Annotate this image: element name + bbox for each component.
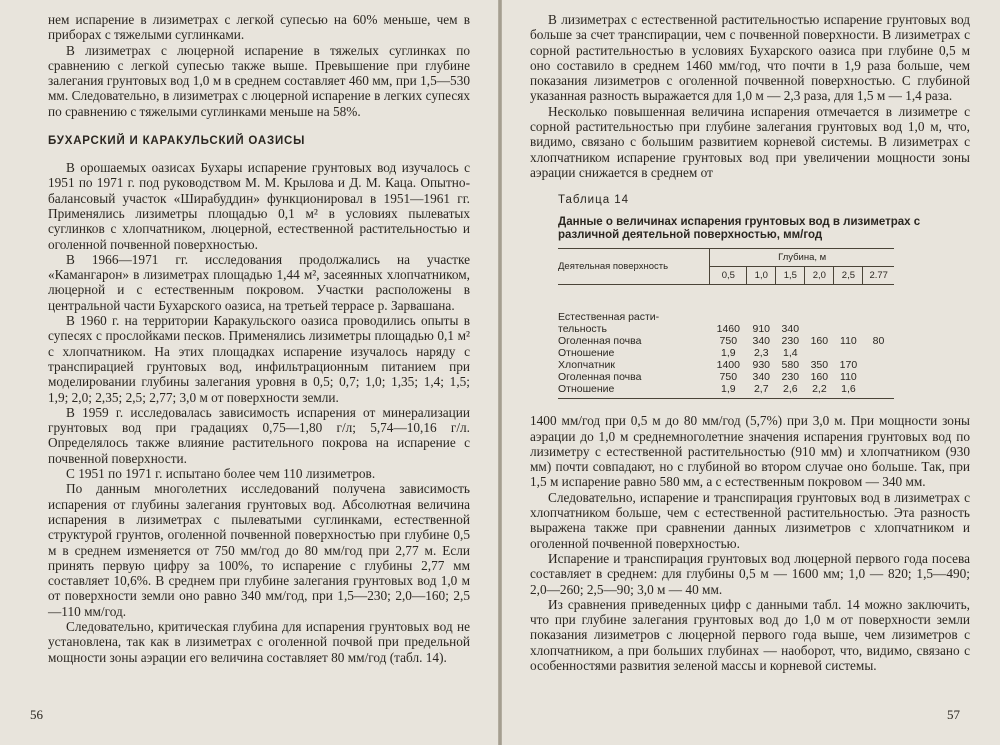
table-depth-header: 0,5 (710, 267, 747, 285)
table-cell (834, 323, 863, 335)
table-cell (834, 347, 863, 359)
table-row-label: Отношение (558, 383, 710, 399)
table-row-label: Оголенная почва (558, 335, 642, 348)
table-row-label: Отношение (558, 347, 615, 360)
table-cell: 750 (719, 335, 738, 348)
table-cell: 340 (752, 371, 771, 384)
table-row-label: Хлопчатник (558, 359, 615, 372)
paragraph: Следовательно, испарение и транспирация грунтовых вод в лизиметрах с хлопчатником больше, чем с естественной растительностью. Эта разность выражена также при сравнении данных лизиметров с хлопчатником и оголенной почвенной поверхностью. (530, 489, 970, 551)
table-cell (805, 285, 834, 324)
paragraph: В лизиметрах с естественной растительностью испарение грунтовых вод больше за счет транспирации, чем с почвенной поверхности. В лизиметрах с сорной растительностью в условиях Бухарского оазиса при глубине 0,5 м оно составило в среднем 1460 мм/год, что почти в 1,9 раза больше, чем показания лизиметров с оголенной почвенной поверхностью. С глубиной указанная разность выражается для 1,0 м — 2,3 раза, для 1,5 м — 1,4 раза. (530, 12, 970, 104)
page-number: 56 (30, 707, 43, 722)
table-cell: 1400 (716, 359, 740, 372)
table-depth-header: 2,0 (805, 267, 834, 285)
left-page (0, 0, 498, 745)
table-body (558, 285, 894, 399)
evaporation-table (558, 248, 894, 399)
table-cell (863, 285, 894, 324)
table-depth-header: 1,5 (776, 267, 805, 285)
paragraph: С 1951 по 1971 г. испытано более чем 110 лизиметров. (66, 466, 376, 482)
table-row-label: Оголенная почва (558, 371, 642, 384)
table-cell (776, 285, 805, 324)
paragraph: Испарение и транспирация грунтовых вод люцерной первого года посева составляет в среднем: для глубины 0,5 м — 1600 мм; 1,0 — 820; 1,5—490; 2,0—260; 2,5—90; 3,0 м — 40 мм. (530, 550, 970, 597)
table-cell (710, 285, 747, 324)
paragraph: Несколько повышенная величина испарения отмечается в лизиметре с сорной растительностью при глубине залегания грунтовых вод 1,0 м, что, видимо, связано с большим развитием корневой системы. В лизиметрах с хлопчатником испарение грунтовых вод при увеличении мощности зоны аэрации снижается в среднем от (530, 103, 970, 180)
table-cell (805, 347, 834, 359)
table-cell: 1,4 (783, 347, 798, 360)
table-depth-header: 2.77 (863, 267, 894, 285)
table-row (558, 335, 894, 347)
right-page (502, 0, 1000, 745)
table-cell: 340 (781, 323, 800, 336)
table-row (558, 383, 894, 399)
table-cell: 2,6 (776, 383, 805, 399)
table-cell: 350 (810, 359, 829, 372)
table-cell: 930 (752, 359, 771, 372)
paragraph: В лизиметрах с люцерной испарение в тяжелых суглинках по сравнению с легкой супесью также выше. Превышение при глубине залегания грунтовых вод 1,0 м в среднем составляет 460 мм, при 1,5—530 мм. Следовательно, в лизиметрах с люцерной испарение в легких супесях по сравнению с тяжелыми суглинками меньше на 58%. (48, 42, 470, 119)
table-row-label: Естественная расти- (558, 311, 660, 324)
table-cell: 2,7 (747, 383, 776, 399)
table-cell: 170 (839, 359, 858, 372)
table-cell (863, 371, 894, 383)
table-cell: 340 (752, 335, 771, 348)
paragraph: В орошаемых оазисах Бухары испарение грунтовых вод изучалось с 1951 по 1971 г. под руководством М. М. Крылова и Д. М. Каца. Опытно-балансовый участок «Ширабуддин» функционировал в 1951—1961 гг. Применялись лизиметры площадью 0,1 м² в условиях пылеватых суглинков с хлопчатником, люцерной, естественной растительностью и оголенной почвенной поверхностью. (48, 160, 470, 252)
table-row-label: тельность (558, 323, 607, 336)
table-row (558, 347, 894, 359)
table-cell: 910 (752, 323, 771, 336)
table-row (558, 285, 894, 324)
table-header-surface: Деятельная поверхность (558, 249, 710, 285)
table-cell (863, 323, 894, 335)
table-depth-header: 2,5 (834, 267, 863, 285)
paragraph: 1400 мм/год при 0,5 м до 80 мм/год (5,7%) при 3,0 м. При мощности зоны аэрации до 1,0 м среднемноголетние значения испарения грунтовых вод по лизиметру с естественной растительностью (910 мм) и хлопчатником (930 мм) почти совпадают, но с глубиной во втором случае оно больше. Так, при 1,5 м испарение равно 580 мм, а с естественным покровом — 340 мм. (530, 413, 970, 490)
paragraph: нем испарение в лизиметрах с легкой супесью на 60% меньше, чем в приборах с тяжелыми суглинками. (48, 12, 470, 43)
table-cell (863, 359, 894, 371)
table-title: Данные о величинах испарения грунтовых вод в лизиметрах с различной деятельной поверхностью, мм/год (558, 216, 921, 242)
table-cell: 1,6 (834, 383, 863, 399)
table-cell: 160 (810, 335, 829, 348)
table-header-depth: Глубина, м (710, 249, 894, 267)
table-cell (805, 323, 834, 335)
table-row (558, 359, 894, 371)
table-row (558, 323, 894, 335)
paragraph: Из сравнения приведенных цифр с данными табл. 14 можно заключить, что при глубине залегания грунтовых вод до 1,0 м от поверхности земли показания лизиметров с люцерной первого года выше, чем лизиметров с хлопчатником, а при больших глубинах — наоборот, что, видимо, связано с особенностями развития зеленой массы и корневой системы. (530, 596, 970, 674)
section-heading: БУХАРСКИЙ И КАРАКУЛЬСКИЙ ОАЗИСЫ (48, 135, 306, 148)
table-row (558, 371, 894, 383)
paragraph: В 1959 г. исследовалась зависимость испарения от минерализации грунтовых вод при градациях 0,75—1,80 г/л; 5,74—10,16 г/л. Определялось также влияние растительного покрова на испарение с почвенной поверхности. (48, 404, 470, 466)
paragraph: По данным многолетних исследований получена зависимость испарения от глубины залегания грунтовых вод. Абсолютная величина испарения в лизиметрах с пылеватыми суглинками, естественной структурой грунтов, оголенной почвенной поверхностью при глубине 0,5 м в среднем изменяется от 750 мм/год до 80 мм/год при 2,77 м. Если принять первую цифру за 100%, то испарение с глубины 2,77 мм составляет 10,6%. В среднем при глубине залегания грунтовых вод 1,0 м от поверхности земли оно равно 340 мм/год, при 1,5—230; 2,0—160; 2,5—110 мм/год. (48, 481, 470, 619)
table-cell: 1,9 (720, 347, 736, 360)
table-cell (863, 383, 894, 399)
table-caption: Таблица 14 (558, 194, 630, 207)
table-cell: 110 (840, 371, 857, 384)
table-cell: 2,2 (805, 383, 834, 399)
table-cell: 1,9 (710, 383, 747, 399)
table-cell: 80 (872, 335, 885, 348)
table-cell (747, 285, 776, 324)
table-cell: 750 (719, 371, 738, 384)
table-cell (863, 347, 894, 359)
table-depth-header: 1,0 (747, 267, 776, 285)
table-cell: 110 (840, 335, 857, 348)
table-cell: 1460 (716, 323, 740, 336)
paragraph: В 1966—1971 гг. исследования продолжались на участке «Камангарон» в лизиметрах площадью 1,44 м², засеянных хлопчатником, люцерной и с естественным покровом. Участки расположены в центральной части Бухарского оазиса, на третьей террасе р. Зарвашана. (48, 251, 470, 313)
paragraph: Следовательно, критическая глубина для испарения грунтовых вод не установлена, так как в лизиметрах с оголенной почвой при предельной мощности зоны аэрации его величина составляет 80 мм/год (табл. 14). (48, 618, 470, 665)
paragraph: В 1960 г. на территории Каракульского оазиса проводились опыты в супесях с прослойками песков. Применялись лизиметры площадью 0,1 м² с хлопчатником. На этих площадках испарение изучалось наряду с транспирацией грунтовых вод, инфильтрационным питанием при моделировании глубины залегания уровня в 0,5; 0,7; 1,0; 1,35; 1,4; 1,5; 1,9; 2,0; 2,35; 2,5; 2,77; 3,0 м от поверхности земли. (48, 313, 470, 405)
table-cell: 230 (781, 335, 800, 348)
table-cell (834, 285, 863, 324)
table-cell: 160 (810, 371, 829, 384)
page-number: 57 (947, 707, 960, 722)
table-cell: 230 (781, 371, 800, 384)
table-cell: 2,3 (753, 347, 769, 360)
table-cell: 580 (781, 359, 800, 372)
